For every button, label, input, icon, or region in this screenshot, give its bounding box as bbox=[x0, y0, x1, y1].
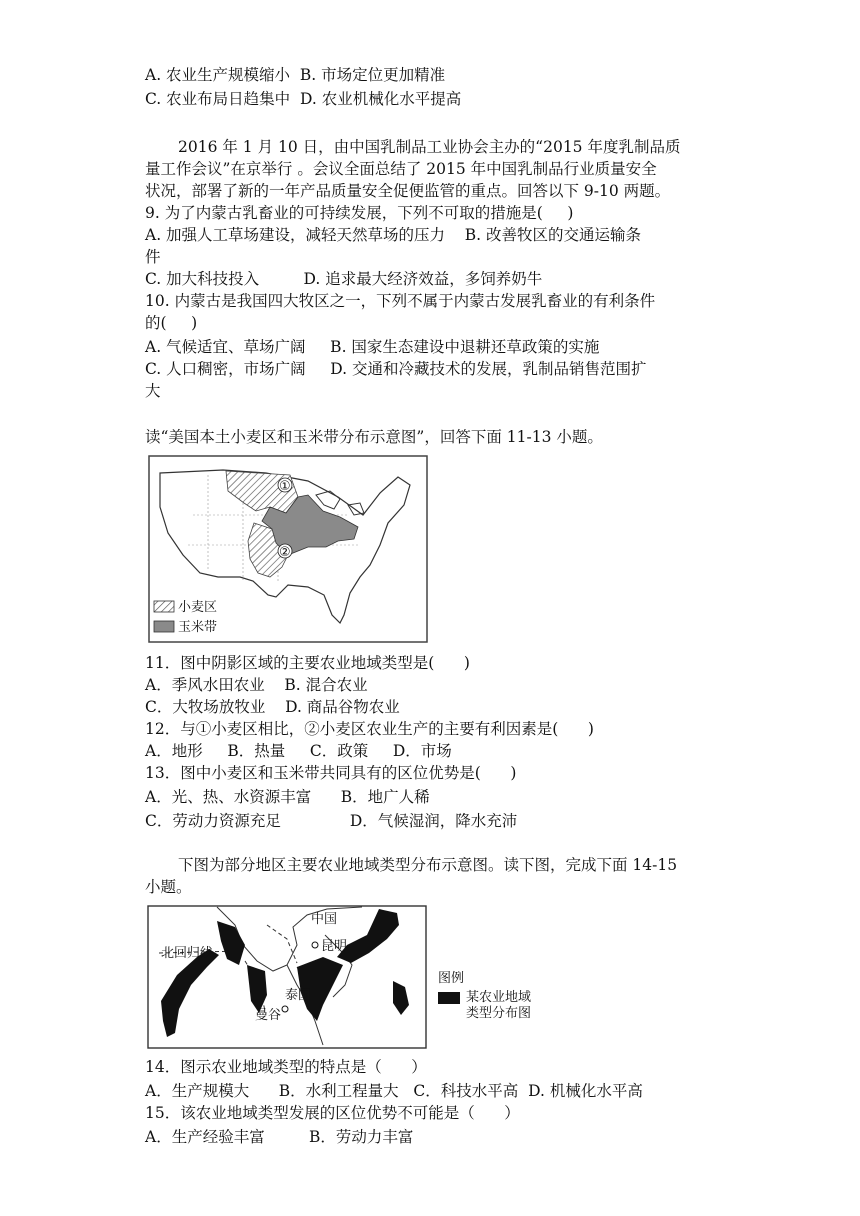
question-12: 12．与①小麦区相比，②小麦区农业生产的主要有利因素是( ) bbox=[145, 720, 594, 738]
question-15: 15．该农业地域类型发展的区位优势不可能是（ ） bbox=[145, 1104, 520, 1122]
q9-option-cd: C. 加大科技投入 D. 追求最大经济效益，多饲养奶牛 bbox=[145, 270, 543, 288]
q10-option-cd: C. 人口稠密，市场广阔 D. 交通和冷藏技术的发展，乳制品销售范围扩 bbox=[145, 360, 647, 378]
question-10: 10. 内蒙古是我国四大牧区之一，下列不属于内蒙古发展乳畜业的有利条件 bbox=[145, 292, 656, 310]
label-kunming: 昆明 bbox=[321, 939, 348, 954]
legend-item-line-2: 类型分布图 bbox=[466, 1006, 532, 1021]
q9-option-b-wrap: 件 bbox=[145, 248, 161, 266]
q12-options: A．地形 B．热量 C．政策 D．市场 bbox=[145, 742, 452, 760]
asia-map-legend bbox=[436, 968, 546, 1022]
q8-option-line-1: A. 农业生产规模缩小 B. 市场定位更加精准 bbox=[145, 66, 446, 84]
intro-14-15-line-2: 小题。 bbox=[145, 878, 192, 896]
label-thailand: 泰国 bbox=[285, 988, 312, 1003]
q9-option-ab: A. 加强人工草场建设，减轻天然草场的压力 B. 改善牧区的交通运输条 bbox=[145, 226, 642, 244]
q15-options: A．生产经验丰富 B．劳动力丰富 bbox=[145, 1128, 414, 1146]
question-13: 13．图中小麦区和玉米带共同具有的区位优势是( ) bbox=[145, 764, 517, 782]
question-9: 9. 为了内蒙古乳畜业的可持续发展，下列不可取的措施是( ) bbox=[145, 204, 574, 222]
intro-9-10-line-1: 2016 年 1 月 10 日，由中国乳制品工业协会主办的“2015 年度乳制品质 bbox=[178, 138, 681, 156]
label-tropic-of-cancer: 北回归线 bbox=[161, 946, 214, 961]
question-14: 14．图示农业地域类型的特点是（ ） bbox=[145, 1058, 427, 1076]
question-11: 11．图中阴影区域的主要农业地域类型是( ) bbox=[145, 654, 470, 672]
wheat-marker-2: ② bbox=[279, 545, 291, 560]
q11-option-ab: A．季风水田农业 B. 混合农业 bbox=[145, 676, 368, 694]
intro-14-15-line-1: 下图为部分地区主要农业地域类型分布示意图。读下图，完成下面 14-15 bbox=[178, 856, 678, 874]
question-10-wrap: 的( ) bbox=[145, 314, 198, 332]
label-china: 中国 bbox=[311, 912, 338, 927]
q11-option-cd: C．大牧场放牧业 D. 商品谷物农业 bbox=[145, 698, 400, 716]
q10-option-d-wrap: 大 bbox=[145, 382, 161, 400]
legend-wheat-label: 小麦区 bbox=[178, 600, 218, 615]
legend-item-line-1: 某农业地域 bbox=[466, 990, 532, 1005]
intro-11-13: 读“美国本土小麦区和玉米带分布示意图”，回答下面 11-13 小题。 bbox=[145, 428, 603, 446]
q14-options: A．生产规模大 B．水利工程量大 C．科技水平高 D. 机械化水平高 bbox=[145, 1082, 643, 1100]
intro-9-10-line-2: 量工作会议”在京举行 。会议全面总结了 2015 年中国乳制品行业质量安全 bbox=[145, 160, 657, 178]
us-wheat-corn-map bbox=[148, 455, 428, 643]
intro-9-10-line-3: 状况，部署了新的一年产品质量安全促便监管的重点。回答以下 9-10 两题。 bbox=[145, 182, 671, 200]
label-bangkok: 曼谷 bbox=[255, 1008, 282, 1023]
asia-agriculture-map bbox=[147, 905, 427, 1049]
wheat-marker-1: ① bbox=[279, 479, 291, 494]
q8-option-line-2: C. 农业布局日趋集中 D. 农业机械化水平提高 bbox=[145, 90, 462, 108]
q13-option-ab: A．光、热、水资源丰富 B．地广人稀 bbox=[145, 788, 430, 806]
q10-option-ab: A. 气候适宜、草场广阔 B. 国家生态建设中退耕还草政策的实施 bbox=[145, 338, 600, 356]
q13-option-cd: C．劳动力资源充足 D．气候湿润，降水充沛 bbox=[145, 812, 518, 830]
legend-corn-label: 玉米带 bbox=[178, 620, 218, 635]
legend-title: 图例 bbox=[438, 971, 465, 986]
